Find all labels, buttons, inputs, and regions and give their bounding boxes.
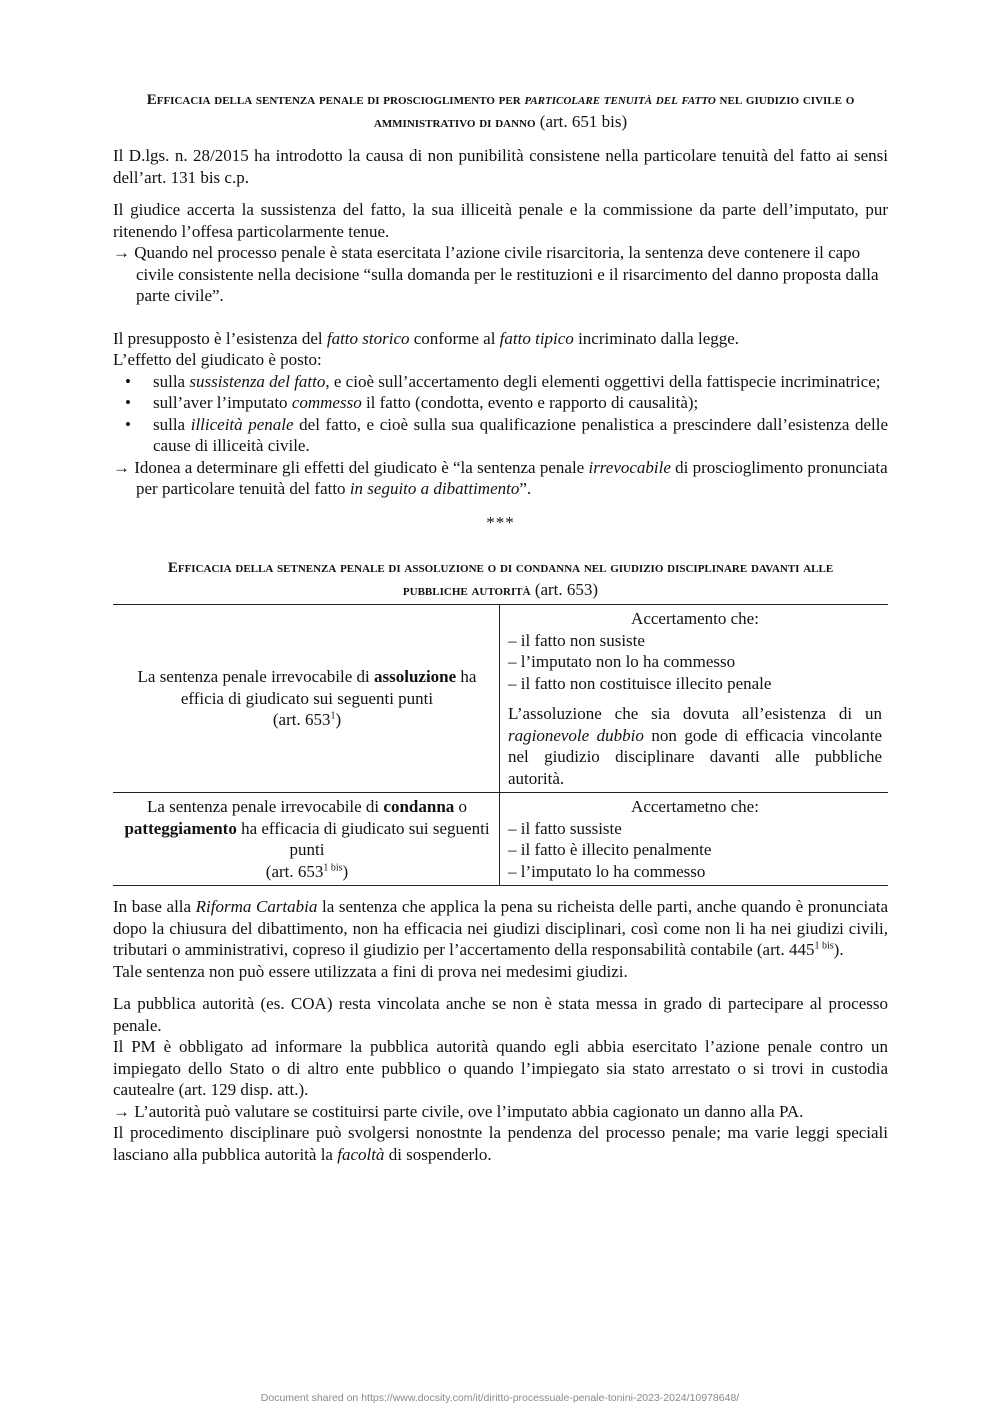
section2-title (113, 558, 888, 602)
bold-text: condanna (383, 797, 455, 816)
text: di sospenderlo. (384, 1144, 492, 1164)
text: sulla (153, 414, 191, 434)
text: la sentenza che applica la pena su richeista delle parti, anche quando è pronunciata dopo la chiusura del dibattimento, non ha efficacia nei giudizi disciplinari, così come non li ha nei giudizi civili, tributari o amministrativi, copreso il giudizio per l’accertamento della responsabilità contabile (art. 445 (113, 897, 889, 959)
section-separator: *** (486, 512, 515, 532)
table-cell (500, 605, 889, 793)
arrow-paragraph: → Quando nel processo penale è stata esercitata l’azione civile risarcitoria, la sentenza deve contenere il capo civile consistente nella decisione “sulla domanda per le restituzioni e il risarcimento del danno proposta dalla parte civile”. (113, 243, 879, 305)
paragraph: Il giudice accerta la sussistenza del fatto, la sua illiceità penale e la commissione da parte dell’imputato, pur ritenendo l’offesa particolarmente tenue. (113, 200, 888, 241)
arrow-paragraph (113, 457, 888, 500)
italic-text: irrevocabile (588, 457, 671, 477)
table-cell (113, 605, 500, 793)
article-ref: (art. 651 bis) (535, 112, 628, 131)
italic-text: ragionevole dubbio (508, 725, 644, 745)
title-text: nel giudizio civile o amministrativo di danno (373, 92, 855, 131)
superscript: 1 bis (814, 940, 834, 952)
text: → Idonea a determinare gli effetti del giudicato è “la sentenza penale (113, 457, 589, 477)
text: conforme al (409, 328, 500, 348)
cell-paragraph (508, 703, 882, 789)
text: ha efficia di giudicato sui seguenti punti (180, 667, 477, 708)
section1-title (113, 90, 888, 134)
paragraph: L’effetto del giudicato è posto: (113, 350, 322, 369)
paragraph: La pubblica autorità (es. COA) resta vincolata anche se non è stata messa in grado di partecipare al processo penale. (113, 994, 888, 1035)
list-item (113, 414, 888, 457)
text: ha efficacia di giudicato sui seguenti punti (236, 818, 490, 859)
text: L’assoluzione che sia dovuta all’esistenza di un (508, 704, 882, 723)
italic-text: fatto storico (326, 328, 410, 348)
text: sulla (153, 371, 190, 391)
title-text: Efficacia della setnenza penale di assoluzione o di condanna nel giudizio disciplinare davanti alle pubbliche autorità (167, 560, 834, 599)
superscript: 1 (330, 710, 336, 722)
text: ). (833, 940, 844, 959)
text: incriminato dalla legge. (573, 328, 740, 348)
paragraph (113, 896, 888, 961)
cell-heading: Accertametno che: (631, 797, 759, 816)
text: non gode di efficacia vincolante nel giudizio disciplinare davanti alle pubbliche autorità. (508, 725, 882, 788)
list-item: – il fatto è illecito penalmente (508, 840, 712, 859)
list-item: – il fatto non susiste (508, 630, 645, 650)
text: ) (335, 710, 342, 730)
text: ) (342, 861, 349, 881)
text: di proscioglimento pronunciata per particolare tenuità del fatto (136, 457, 888, 498)
list-item (113, 371, 888, 393)
effects-table (113, 604, 888, 886)
list-item: – il fatto non costituisce illecito penale (508, 673, 772, 693)
article-ref: (art. 653) (530, 580, 599, 599)
text: La sentenza penale irrevocabile di (137, 667, 374, 687)
paragraph: Il D.lgs. n. 28/2015 ha introdotto la causa di non punibilità consistene nella particolare tenuità del fatto ai sensi dell’art. 131 bis c.p. (113, 146, 888, 187)
title-italic: particolare tenuità del fatto (524, 92, 716, 108)
arrow-paragraph: → L’autorità può valutare se costituirsi parte civile, ove l’imputato abbia cagionato un danno alla PA. (113, 1101, 804, 1121)
text: Il presupposto è l’esistenza del (113, 328, 327, 348)
text: La sentenza penale irrevocabile di (146, 797, 384, 816)
text: sull’aver l’imputato (153, 393, 292, 412)
text: , e cioè sull’accertamento degli elementi oggettivi della fattispecie incriminatrice; (325, 371, 881, 391)
text: il fatto (condotta, evento e rapporto di causalità); (361, 393, 699, 412)
bullet-list (113, 371, 888, 457)
superscript: 1 bis (323, 861, 343, 873)
text: Il procedimento disciplinare può svolgersi nonostnte la pendenza del processo penale; ma varie leggi speciali lasciano alla pubblica autorità la (113, 1123, 888, 1164)
italic-text: commesso (291, 393, 362, 412)
text: In base alla (113, 897, 196, 916)
table-cell (113, 793, 500, 886)
italic-text: sussistenza del fatto (189, 371, 326, 391)
cell-heading: Accertamento che: (631, 609, 759, 628)
bold-text: patteggiamento (124, 818, 237, 838)
table-cell (500, 793, 889, 886)
text: (art. 653 (272, 710, 331, 730)
bold-text: assoluzione (373, 667, 457, 687)
text: del fatto, e cioè sulla sua qualificazione penalistica a prescindere dall’esistenza delle cause di illiceità civile. (153, 414, 889, 455)
table-row (113, 793, 888, 886)
list-item: – l’imputato non lo ha commesso (508, 652, 736, 671)
title-text: Efficacia della sentenza penale di proscioglimento per (146, 92, 525, 108)
list-item (113, 392, 888, 414)
text: ”. (519, 479, 532, 498)
italic-text: illiceità penale (190, 414, 294, 434)
paragraph: Il PM è obbligato ad informare la pubblica autorità quando egli abbia esercitato l’azione penale contro un impiegato dello Stato o di altro ente pubblico o quando l’impiegato sia stato arrestato o si trovi in custodia cautealre (art. 129 disp. att.). (113, 1037, 888, 1099)
list-item: – l’imputato lo ha commesso (508, 861, 706, 881)
italic-text: Riforma Cartabia (195, 897, 318, 916)
text: (art. 653 (265, 861, 324, 881)
paragraph (113, 328, 888, 350)
document-page (113, 90, 888, 1165)
paragraph (113, 1122, 888, 1165)
text: o (454, 797, 468, 816)
paragraph: Tale sentenza non può essere utilizzata a fini di prova nei medesimi giudizi. (113, 961, 628, 981)
table-row (113, 605, 888, 793)
footer-source-note: Document shared on https://www.docsity.com/it/diritto-processuale-penale-tonini-2023-2024/10978648/ (260, 1392, 740, 1404)
italic-text: in seguito a dibattimento (349, 479, 520, 498)
italic-text: facoltà (337, 1144, 385, 1164)
list-item: – il fatto sussiste (508, 818, 622, 838)
italic-text: fatto tipico (499, 328, 574, 348)
